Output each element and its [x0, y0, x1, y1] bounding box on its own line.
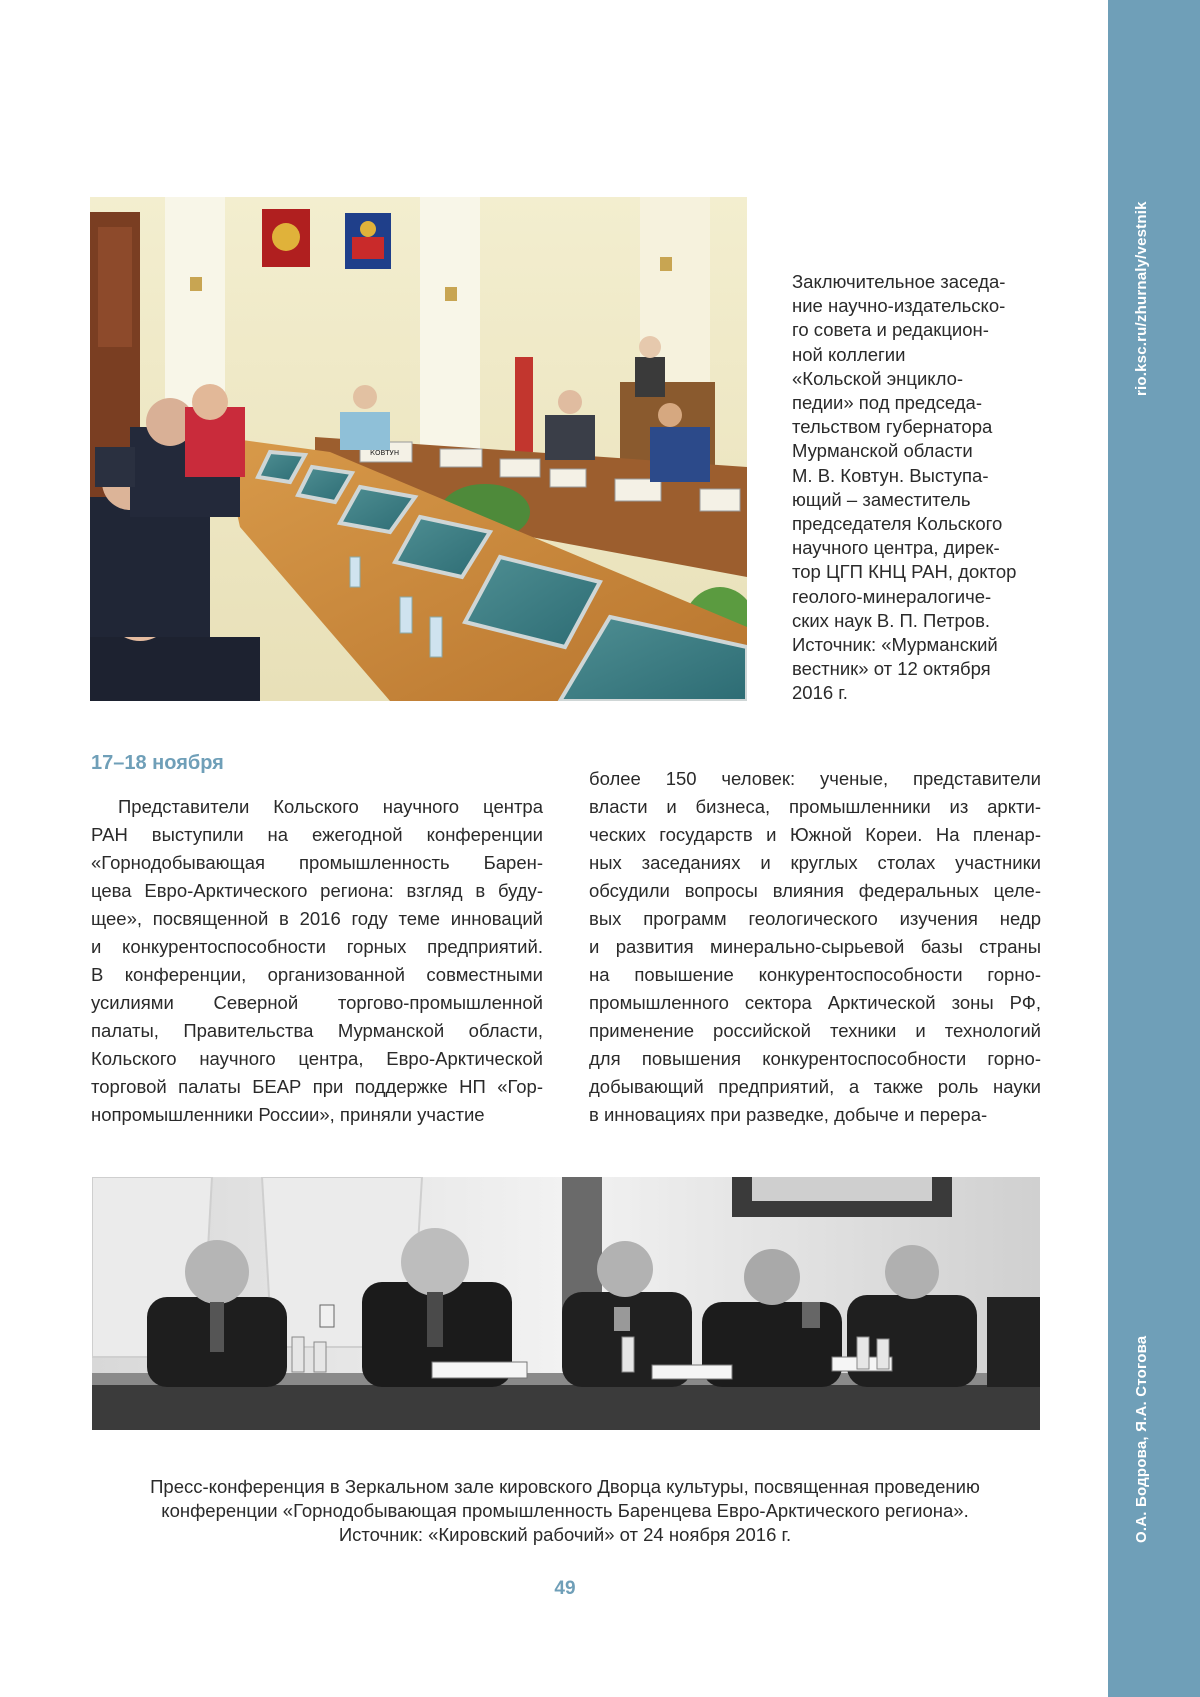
paragraph-line: в инновациях при разведке, добыче и перера- — [589, 1104, 988, 1125]
paragraph-line: более 150 человек: ученые, представители — [589, 768, 1041, 789]
caption-line: тор ЦГП КНЦ РАН, доктор — [792, 561, 1017, 583]
page-number: 49 — [554, 1578, 576, 1599]
caption-line: ние научно-издательско- — [792, 295, 1006, 317]
caption-line: Мурманской области — [792, 440, 973, 462]
paragraph-line: обсудили вопросы влияния федеральных целе- — [589, 880, 1041, 901]
paragraph-line: на повышение конкурентоспособности горно- — [589, 964, 1041, 985]
caption-line: педии» под председа- — [792, 392, 982, 414]
paragraph-line: усилиями Северной торгово-промышленной — [91, 992, 543, 1013]
paragraph-line: В конференции, организованной совместными — [91, 964, 543, 985]
paragraph-line: торговой палаты БЕАР при поддержке НП «Гор- — [91, 1076, 543, 1097]
paragraph-line: и развития минерально-сырьевой базы страны — [589, 936, 1041, 957]
caption-line: «Кольской энцикло- — [792, 367, 964, 389]
top-photo-meeting — [90, 197, 747, 701]
caption-line: ющий – заместитель — [792, 488, 971, 510]
bottom-photo-caption — [60, 1475, 1070, 1547]
paragraph-line: власти и бизнеса, промышленники из аркти- — [589, 796, 1041, 817]
section-date-heading: 17–18 ноября — [91, 752, 224, 774]
caption-line: вестник» от 12 октября — [792, 658, 991, 680]
caption-line: 2016 г. — [792, 682, 848, 704]
article-column-right — [589, 765, 1041, 1129]
caption-line: Источник: «Кировский рабочий» от 24 ноября 2016 г. — [338, 1524, 792, 1545]
top-photo-caption — [792, 270, 1042, 706]
paragraph-line: нопромышленники России», приняли участие — [91, 1104, 485, 1125]
bottom-photo-press-conference — [92, 1177, 1040, 1430]
paragraph-line: цева Евро-Арктического региона: взгляд в буду- — [91, 880, 543, 901]
caption-line: председателя Кольского — [792, 513, 1003, 535]
paragraph-line: Представители Кольского научного центра — [118, 796, 543, 817]
paragraph-line: вых программ геологического изучения недр — [589, 908, 1041, 929]
nameplate-kovtun: КОВТУН — [370, 449, 400, 457]
paragraph-line: щее», посвященной в 2016 году теме инноваций — [91, 908, 543, 929]
caption-line: Заключительное заседа- — [792, 271, 1006, 292]
journal-url[interactable]: rio.ksc.ru/zhurnaly/vestnik — [1133, 201, 1150, 396]
paragraph-line: применение российской техники и технологий — [589, 1020, 1041, 1041]
caption-line: ских наук В. П. Петров. — [792, 609, 991, 631]
paragraph-line: добывающий предприятий, а также роль науки — [589, 1076, 1041, 1097]
article-column-left — [91, 793, 543, 1129]
paragraph-line: промышленного сектора Арктической зоны РФ, — [589, 992, 1041, 1013]
caption-line: геолого-минералогиче- — [792, 585, 992, 607]
caption-line: М. В. Ковтун. Выступа- — [792, 464, 989, 486]
caption-line: го совета и редакцион- — [792, 319, 989, 341]
sidebar-band — [1108, 0, 1200, 1697]
caption-line: ной коллегии — [792, 343, 906, 365]
caption-line: тельством губернатора — [792, 416, 993, 438]
paragraph-line: для повышения конкурентоспособности горно- — [589, 1048, 1041, 1069]
paragraph-line: РАН выступили на ежегодной конференции — [91, 824, 543, 845]
paragraph-line: ных заседаниях и круглых столах участники — [589, 852, 1041, 873]
paragraph-line: палаты, Правительства Мурманской области, — [91, 1020, 543, 1041]
paragraph-line: Кольского научного центра, Евро-Арктической — [91, 1048, 543, 1069]
caption-line: конференции «Горнодобывающая промышленность Баренцева Евро-Арктического региона». — [161, 1500, 969, 1521]
paragraph-line: «Горнодобывающая промышленность Барен- — [91, 852, 543, 873]
paragraph-line: и конкурентоспособности горных предприятий. — [91, 936, 543, 957]
caption-line: Пресс-конференция в Зеркальном зале кировского Дворца культуры, посвященная проведению — [150, 1476, 980, 1497]
paragraph-line: ческих государств и Южной Кореи. На пленар- — [589, 824, 1041, 845]
caption-line: научного центра, дирек- — [792, 537, 1000, 559]
caption-line: Источник: «Мурманский — [792, 634, 998, 656]
article-authors: О.А. Бодрова, Я.А. Стогова — [1133, 1335, 1150, 1543]
